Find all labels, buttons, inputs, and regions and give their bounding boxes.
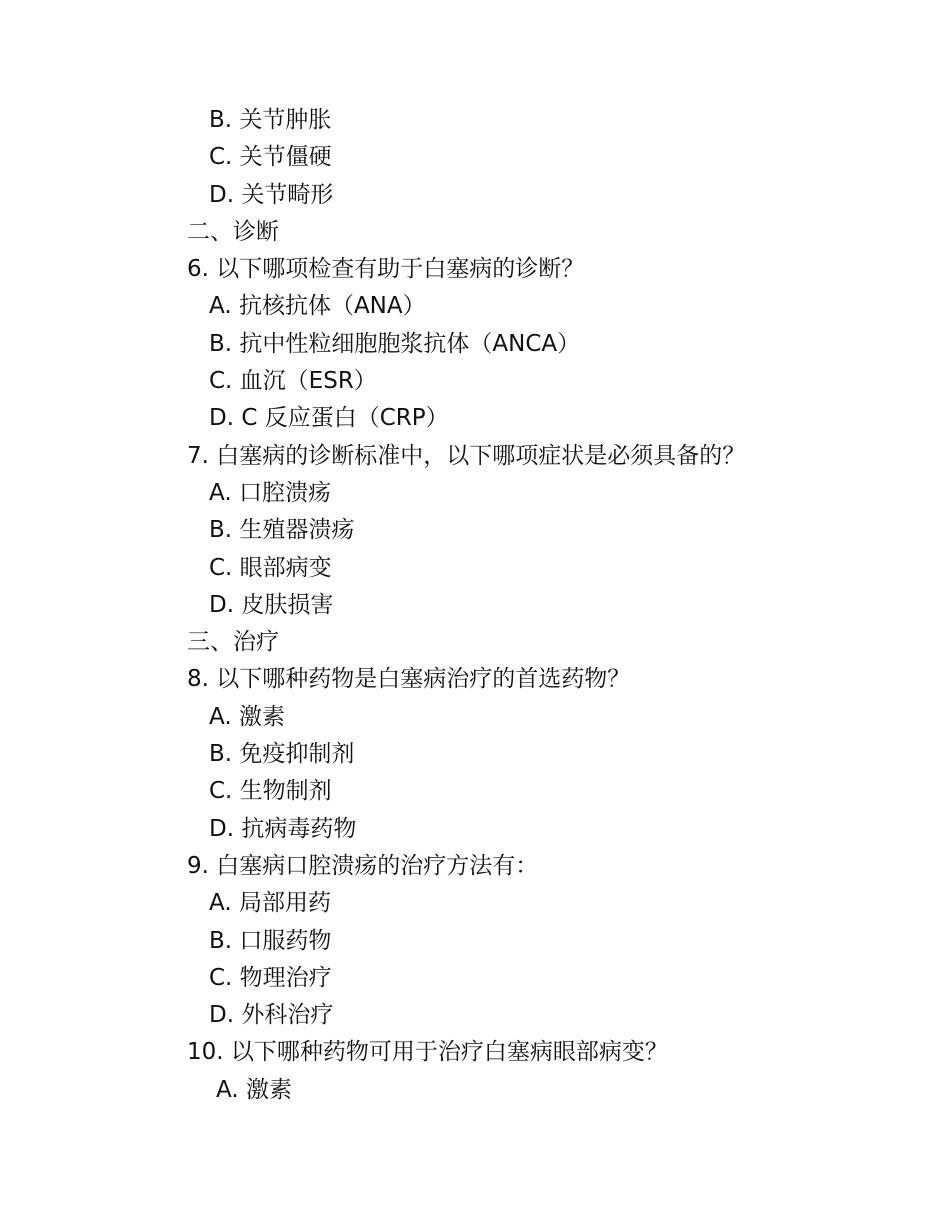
option-line: A. 激素 [209,703,285,730]
option-line: B. 口服药物 [209,927,332,954]
option-line: D. C 反应蛋白（CRP） [209,405,449,432]
option-line: C. 血沉（ESR） [209,368,377,395]
option-line: C. 物理治疗 [209,964,332,991]
option-line: A. 口腔溃疡 [209,479,331,506]
option-line: D. 外科治疗 [209,1002,334,1029]
option-line: D. 皮肤损害 [209,591,334,618]
option-line: B. 免疫抑制剂 [209,741,355,768]
option-line: B. 抗中性粒细胞胞浆抗体（ANCA） [209,330,581,357]
option-line: A. 抗核抗体（ANA） [209,293,426,320]
option-line: C. 眼部病变 [209,554,332,581]
option-line: C. 关节僵硬 [209,144,332,171]
option-line: B. 关节肿胀 [209,107,332,133]
option-line: A. 激素 [216,1076,292,1103]
option-line: A. 局部用药 [209,890,331,917]
question-line: 7. 白塞病的诊断标准中，以下哪项症状是必须具备的？ [187,442,746,469]
option-line: C. 生物制剂 [209,778,332,805]
section-heading: 三、治疗 [187,629,279,656]
question-line: 9. 白塞病口腔溃疡的治疗方法有： [187,852,539,879]
option-line: D. 抗病毒药物 [209,815,357,842]
question-line: 10. 以下哪种药物可用于治疗白塞病眼部病变？ [187,1039,668,1066]
question-line: 8. 以下哪种药物是白塞病治疗的首选药物？ [187,666,631,693]
document-content [187,102,907,1109]
question-line: 6. 以下哪项检查有助于白塞病的诊断？ [187,256,585,283]
option-line: B. 生殖器溃疡 [209,517,355,544]
section-heading: 二、诊断 [187,218,279,245]
option-line: D. 关节畸形 [209,181,334,208]
